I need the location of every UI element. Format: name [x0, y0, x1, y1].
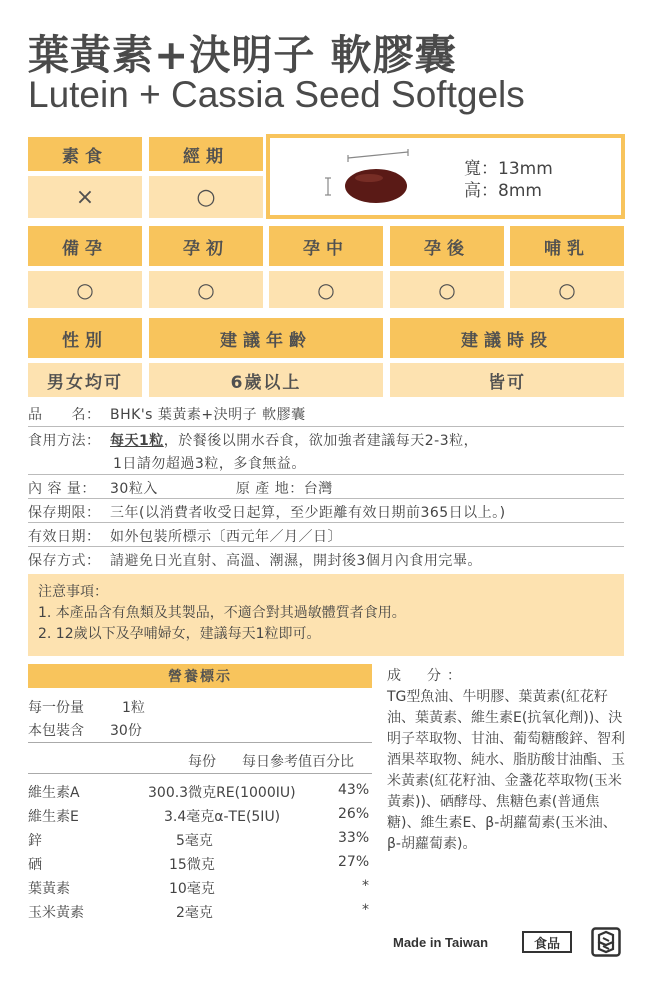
- time-value: 皆可: [390, 363, 624, 397]
- notice-title: 注意事項：: [38, 584, 108, 600]
- pregnancy-header-0: 備孕: [28, 226, 142, 266]
- usage-method-label: 食用方法：: [28, 433, 101, 449]
- nutrient-name: 維生素A: [28, 785, 80, 801]
- storage-row: [28, 550, 482, 570]
- food-safety-icon: [591, 927, 621, 957]
- col-per-serving: 每份: [188, 754, 216, 770]
- usage-method-highlight: 每天1粒: [110, 433, 164, 449]
- expiry-label: 有效日期：: [28, 529, 101, 545]
- pregnancy-header-3: 孕後: [390, 226, 504, 266]
- serving-size-label: 每一份量: [28, 700, 84, 716]
- nutrient-dv: *: [362, 878, 369, 894]
- gender-value: 男女均可: [28, 363, 142, 397]
- nutrient-dv: *: [362, 902, 369, 918]
- nutrition-title: 營養標示: [28, 664, 372, 688]
- ingredients-block: [387, 666, 627, 855]
- content-label: 內 容 量：: [28, 481, 96, 497]
- period-header: 經期: [149, 137, 263, 171]
- nutrient-dv: 43%: [338, 782, 370, 798]
- nutrient-dv: 33%: [338, 830, 370, 846]
- pregnancy-header-1: 孕初: [149, 226, 263, 266]
- nutrient-name: 玉米黃素: [28, 905, 84, 921]
- ingredients-title: 成 分：: [387, 668, 467, 684]
- content-row: [28, 478, 333, 498]
- content-value: 30粒入: [110, 481, 158, 497]
- period-value: ○: [149, 176, 263, 218]
- storage-label: 保存方式：: [28, 553, 101, 569]
- ingredients-text: TG型魚油、牛明膠、葉黃素(紅花籽油、葉黃素、維生素E(抗氧化劑))、決明子萃取物、甘油、葡萄糖酸鋅、智利酒果萃取物、純水、脂肪酸甘油酯、玉米黃素(紅花籽油、金盞花萃取物(玉米黃素))、硒酵母、焦糖色素(普通焦糖)、維生素E、β-胡蘿蔔素(玉米油、β-胡蘿蔔素)。: [387, 689, 625, 852]
- pregnancy-value-2: ○: [269, 271, 383, 308]
- nutrient-amount: 3.4毫克α-TE(5IU): [164, 809, 281, 825]
- vegetarian-header: 素食: [28, 137, 142, 171]
- product-name-label: 品 名：: [28, 407, 101, 423]
- expiry-row: [28, 526, 342, 546]
- pregnancy-header-2: 孕中: [269, 226, 383, 266]
- nutrient-dv: 27%: [338, 854, 370, 870]
- title-chinese: 葉黃素+決明子 軟膠囊: [28, 31, 457, 79]
- nutrient-dv: 26%: [338, 806, 370, 822]
- shelf-life-value: 三年(以消費者收受日起算，至少距離有效日期前365日以上。): [110, 505, 506, 521]
- product-name-row: [28, 404, 306, 424]
- pregnancy-header-4: 哺乳: [510, 226, 624, 266]
- product-name-value: BHK's 葉黃素+決明子 軟膠囊: [110, 407, 306, 423]
- shelf-life-row: [28, 502, 506, 522]
- width-marker: [348, 149, 408, 162]
- capsule-illustration: [270, 138, 629, 223]
- nutrient-amount: 2毫克: [176, 905, 213, 921]
- made-in-taiwan: Made in Taiwan: [393, 935, 489, 950]
- pregnancy-value-0: ○: [28, 271, 142, 308]
- expiry-value: 如外包裝所標示〔西元年／月／日〕: [110, 529, 342, 545]
- nutrient-amount: 300.3微克RE(1000IU): [148, 785, 296, 801]
- pregnancy-value-1: ○: [149, 271, 263, 308]
- notice-item-1: 1. 本產品含有魚類及其製品，不適合對其過敏體質者食用。: [38, 605, 406, 621]
- nutrient-amount: 5毫克: [176, 833, 213, 849]
- servings-label: 本包裝含: [28, 723, 84, 739]
- pregnancy-value-4: ○: [510, 271, 624, 308]
- age-header: 建議年齡: [149, 318, 383, 358]
- height-marker: [325, 178, 331, 195]
- nutrient-name: 維生素E: [28, 809, 79, 825]
- capsule-size-box: [266, 134, 625, 219]
- usage-method-text: ，於餐後以開水吞食，欲加強者建議每天2-3粒，: [163, 433, 479, 449]
- notice-item-2: 2. 12歲以下及孕哺婦女，建議每天1粒即可。: [38, 626, 321, 642]
- nutrient-amount: 15微克: [169, 857, 215, 873]
- time-header: 建議時段: [390, 318, 624, 358]
- nutrient-name: 硒: [28, 857, 42, 873]
- origin-value: 台灣: [303, 481, 333, 497]
- gender-header: 性別: [28, 318, 142, 358]
- food-badge: 食品: [522, 931, 572, 953]
- title-english: Lutein + Cassia Seed Softgels: [28, 74, 525, 115]
- usage-method-line2: 1日請勿超過3粒，多食無益。: [113, 456, 306, 472]
- col-daily-value: 每日參考值百分比: [242, 754, 354, 770]
- servings-value: 30份: [110, 723, 142, 739]
- capsule-width: 寬：13mm: [464, 159, 553, 179]
- capsule-size-text: [464, 158, 553, 202]
- vegetarian-value: ×: [28, 176, 142, 218]
- nutrient-name: 葉黃素: [28, 881, 70, 897]
- serving-size-value: 1粒: [122, 700, 145, 716]
- usage-method-row: [28, 430, 478, 450]
- capsule-shape: [345, 169, 407, 203]
- age-value: 6歲以上: [149, 363, 383, 397]
- origin-label: 原 產 地：: [235, 481, 304, 497]
- nutrient-amount: 10毫克: [169, 881, 215, 897]
- notice-box: [28, 574, 624, 656]
- storage-value: 請避免日光直射、高溫、潮濕，開封後3個月內食用完畢。: [110, 553, 482, 569]
- nutrient-name: 鋅: [28, 833, 42, 849]
- pregnancy-value-3: ○: [390, 271, 504, 308]
- shelf-life-label: 保存期限：: [28, 505, 101, 521]
- capsule-height: 高：8mm: [464, 181, 542, 201]
